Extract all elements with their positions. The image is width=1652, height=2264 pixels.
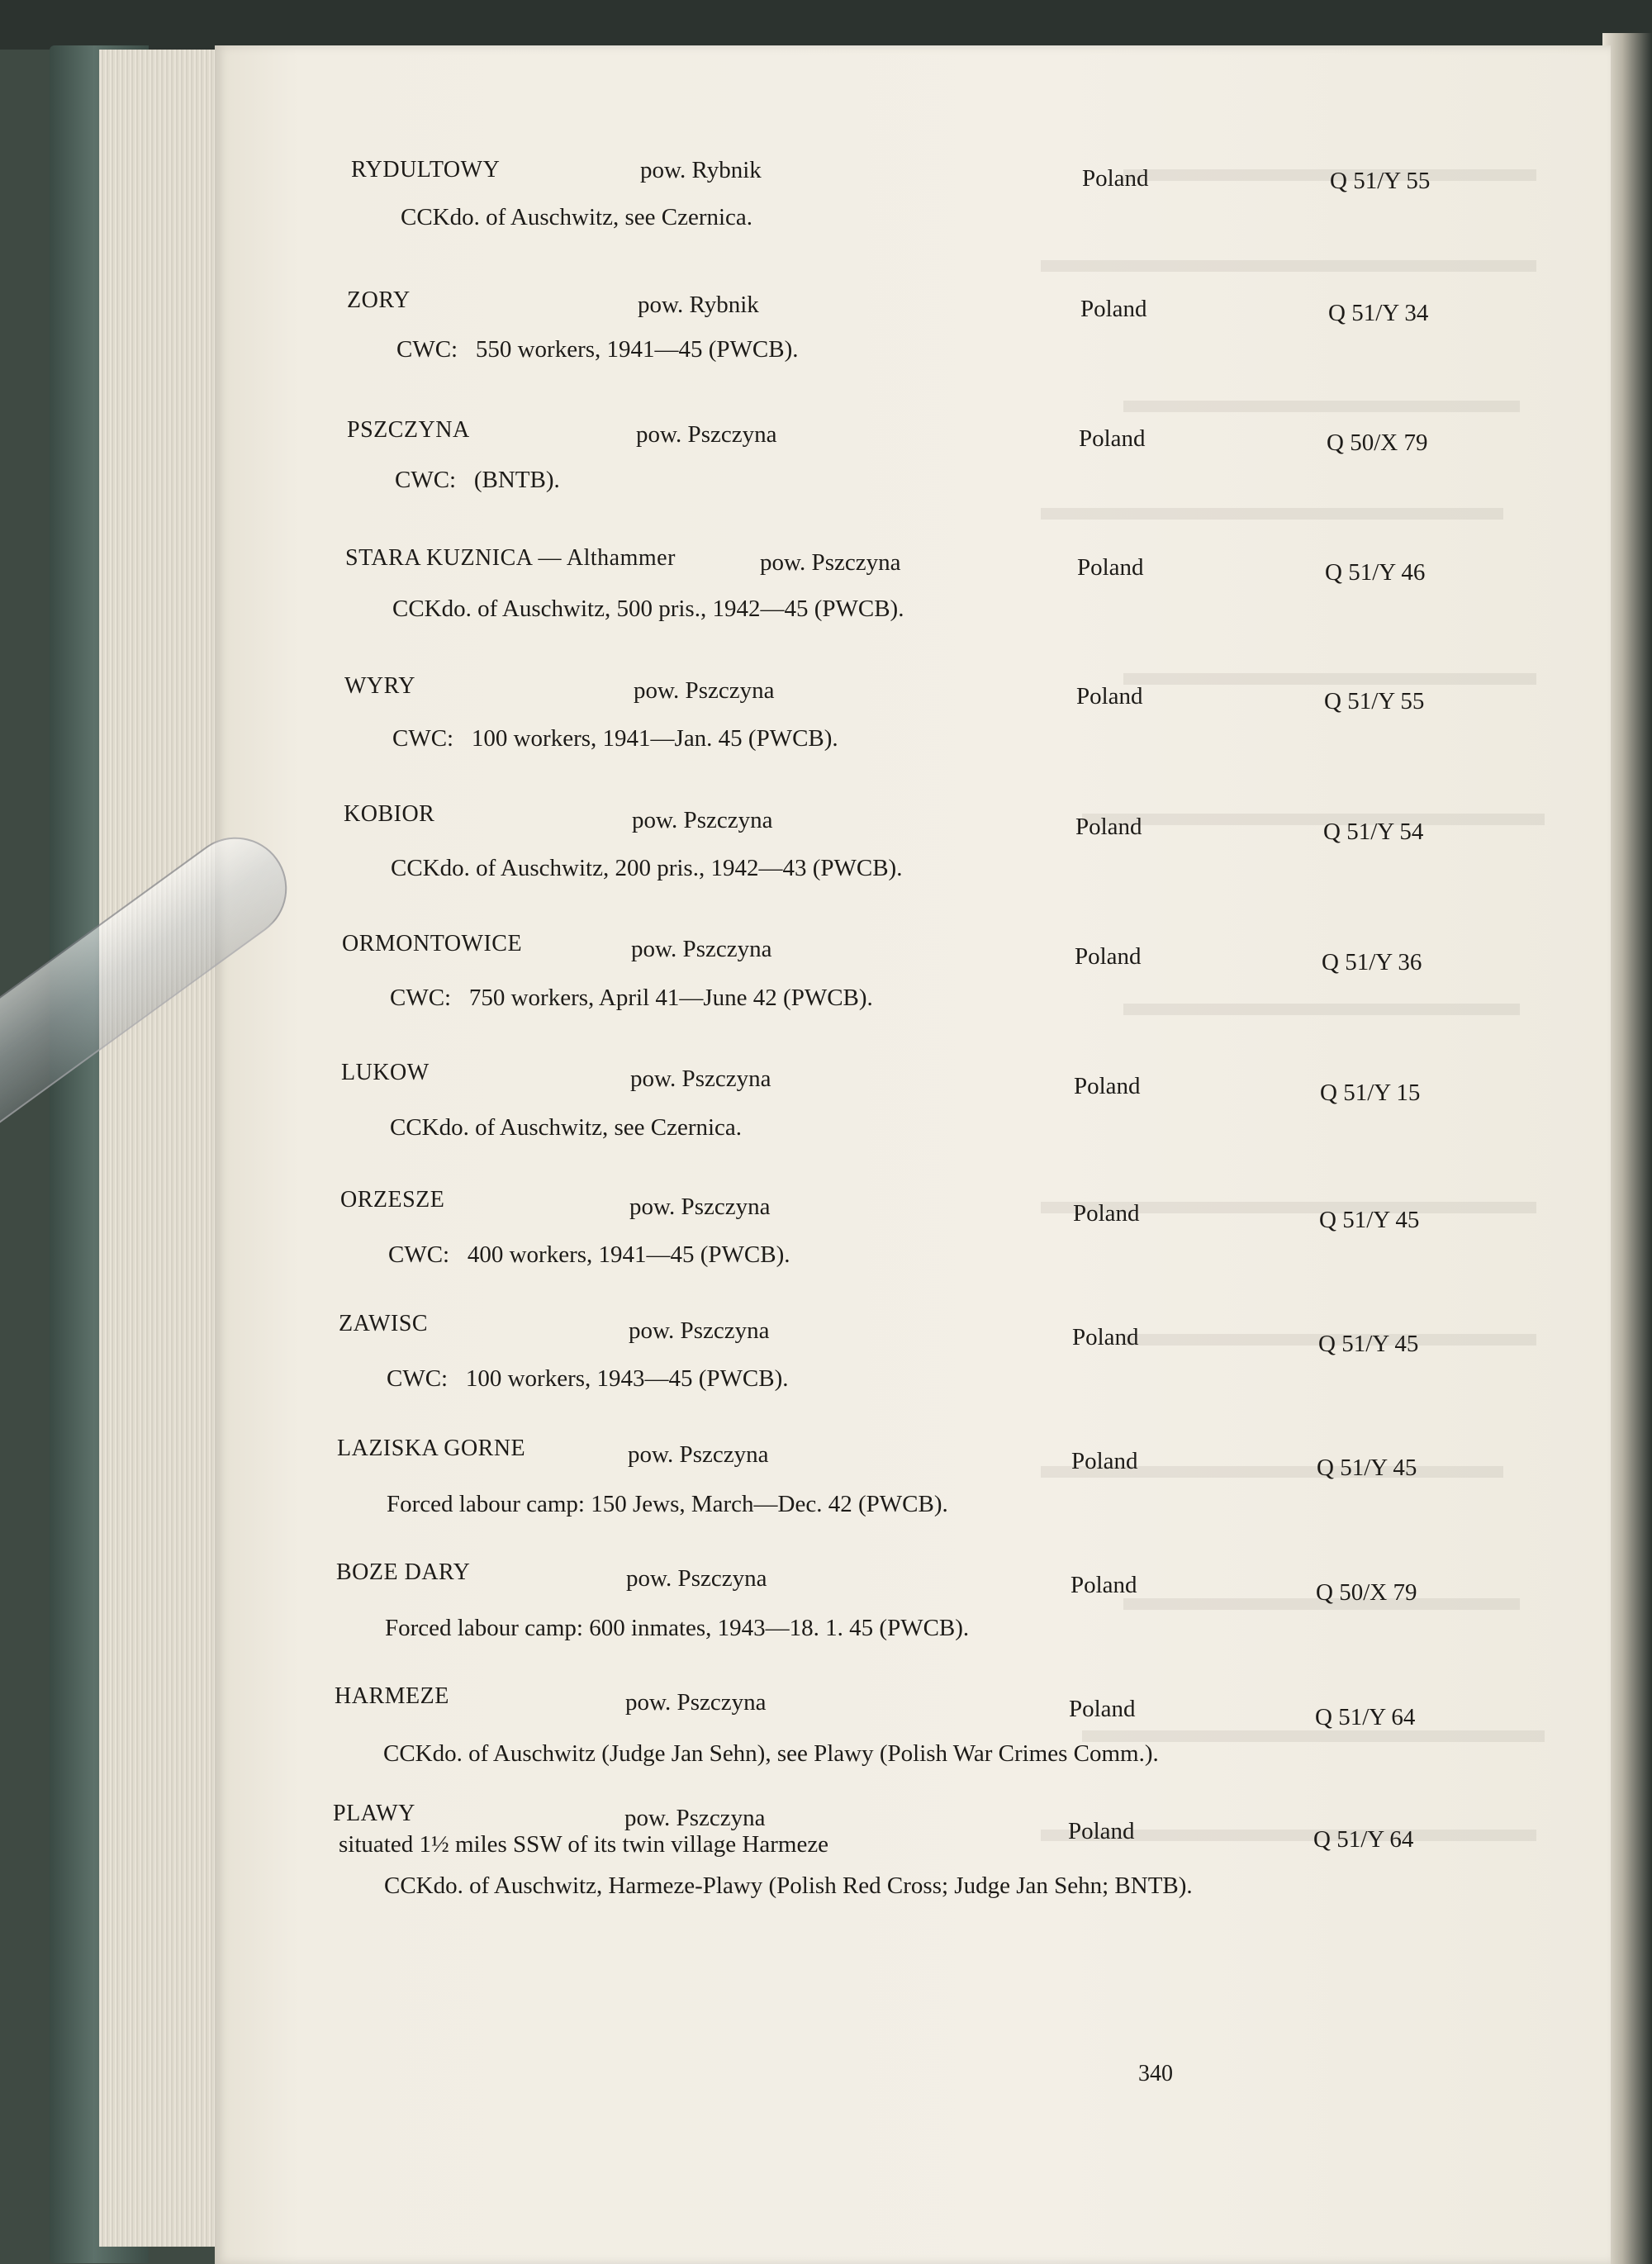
district: pow. Pszczyna bbox=[626, 1565, 767, 1592]
place-name: LAZISKA GORNE bbox=[337, 1436, 526, 1461]
district: pow. Pszczyna bbox=[760, 549, 901, 576]
grid-reference: Q 51/Y 46 bbox=[1325, 559, 1426, 586]
place-name: ZORY bbox=[347, 287, 411, 313]
grid-reference: Q 51/Y 54 bbox=[1323, 819, 1424, 845]
country: Poland bbox=[1070, 1572, 1137, 1598]
country: Poland bbox=[1082, 165, 1149, 192]
country: Poland bbox=[1075, 814, 1142, 840]
entry-note: Forced labour camp: 150 Jews, March—Dec. 42 (PWCB). bbox=[387, 1491, 948, 1517]
district: pow. Pszczyna bbox=[628, 1441, 769, 1468]
grid-reference: Q 51/Y 45 bbox=[1318, 1331, 1419, 1357]
entry-note: CCKdo. of Auschwitz, Harmeze-Plawy (Polish Red Cross; Judge Jan Sehn; BNTB). bbox=[384, 1872, 1193, 1899]
entry-note: CWC: (BNTB). bbox=[395, 467, 560, 493]
place-name: ORMONTOWICE bbox=[342, 931, 523, 956]
entry-note: CWC: 100 workers, 1943—45 (PWCB). bbox=[387, 1365, 789, 1392]
background bbox=[0, 0, 1652, 50]
grid-reference: Q 51/Y 36 bbox=[1322, 949, 1422, 975]
place-name: HARMEZE bbox=[335, 1683, 449, 1709]
grid-reference: Q 51/Y 64 bbox=[1315, 1704, 1416, 1730]
country: Poland bbox=[1080, 296, 1147, 322]
grid-reference: Q 50/X 79 bbox=[1316, 1579, 1417, 1606]
country: Poland bbox=[1076, 683, 1143, 710]
grid-reference: Q 51/Y 34 bbox=[1328, 300, 1429, 326]
grid-reference: Q 51/Y 15 bbox=[1320, 1080, 1421, 1106]
district: pow. Pszczyna bbox=[629, 1317, 770, 1344]
country: Poland bbox=[1075, 943, 1142, 970]
entry-note: CCKdo. of Auschwitz, see Czernica. bbox=[401, 204, 753, 230]
place-name: WYRY bbox=[344, 673, 415, 699]
grid-reference: Q 51/Y 45 bbox=[1319, 1207, 1420, 1233]
place-name: LUKOW bbox=[341, 1060, 430, 1085]
place-name: ZAWISC bbox=[339, 1311, 429, 1336]
page-number: 340 bbox=[1138, 2061, 1173, 2086]
place-name: STARA KUZNICA — Althammer bbox=[345, 545, 676, 571]
entry-note: CCKdo. of Auschwitz, 500 pris., 1942—45 (PWCB). bbox=[392, 596, 904, 622]
district: pow. Rybnik bbox=[638, 292, 759, 318]
country: Poland bbox=[1072, 1324, 1139, 1350]
grid-reference: Q 51/Y 55 bbox=[1324, 688, 1425, 714]
country: Poland bbox=[1077, 554, 1144, 581]
district: pow. Pszczyna bbox=[625, 1689, 767, 1716]
book-page bbox=[215, 45, 1611, 2264]
district: pow. Pszczyna bbox=[630, 1066, 771, 1092]
district: pow. Rybnik bbox=[640, 157, 762, 183]
place-name: RYDULTOWY bbox=[351, 157, 501, 183]
entry-note: Forced labour camp: 600 inmates, 1943—18. 1. 45 (PWCB). bbox=[385, 1615, 970, 1641]
place-name: PLAWY bbox=[333, 1801, 415, 1826]
entry-note: CWC: 550 workers, 1941—45 (PWCB). bbox=[396, 336, 799, 363]
place-name: ORZESZE bbox=[340, 1187, 445, 1213]
page-block-edges bbox=[99, 50, 223, 2247]
grid-reference: Q 51/Y 45 bbox=[1317, 1455, 1417, 1481]
entry-note: CCKdo. of Auschwitz, 200 pris., 1942—43 (PWCB). bbox=[391, 855, 903, 881]
entry-note: CCKdo. of Auschwitz, see Czernica. bbox=[390, 1114, 743, 1141]
country: Poland bbox=[1069, 1696, 1136, 1722]
district: pow. Pszczyna bbox=[632, 807, 773, 833]
country: Poland bbox=[1073, 1200, 1140, 1227]
reverse-side-bleed-through bbox=[215, 45, 1611, 2264]
district: pow. Pszczyna bbox=[636, 421, 777, 448]
entry-note: CWC: 750 workers, April 41—June 42 (PWCB). bbox=[390, 985, 873, 1011]
country: Poland bbox=[1068, 1818, 1135, 1844]
country: Poland bbox=[1071, 1448, 1138, 1474]
district: pow. Pszczyna bbox=[634, 677, 775, 704]
grid-reference: Q 51/Y 55 bbox=[1330, 168, 1431, 194]
place-name: BOZE DARY bbox=[336, 1559, 471, 1585]
entry-note: CCKdo. of Auschwitz (Judge Jan Sehn), see Plawy (Polish War Crimes Comm.). bbox=[383, 1740, 1159, 1767]
country: Poland bbox=[1074, 1073, 1141, 1099]
district: pow. Pszczyna bbox=[631, 936, 772, 962]
entry-note: CWC: 400 workers, 1941—45 (PWCB). bbox=[388, 1241, 790, 1268]
entry-note: CWC: 100 workers, 1941—Jan. 45 (PWCB). bbox=[392, 725, 838, 752]
location-subnote: situated 1½ miles SSW of its twin village Harmeze bbox=[339, 1831, 829, 1858]
district: pow. Pszczyna bbox=[624, 1805, 766, 1831]
country: Poland bbox=[1079, 425, 1146, 452]
district: pow. Pszczyna bbox=[629, 1194, 771, 1220]
place-name: PSZCZYNA bbox=[347, 417, 470, 443]
place-name: KOBIOR bbox=[344, 801, 435, 827]
grid-reference: Q 51/Y 64 bbox=[1313, 1826, 1414, 1853]
grid-reference: Q 50/X 79 bbox=[1327, 430, 1428, 456]
